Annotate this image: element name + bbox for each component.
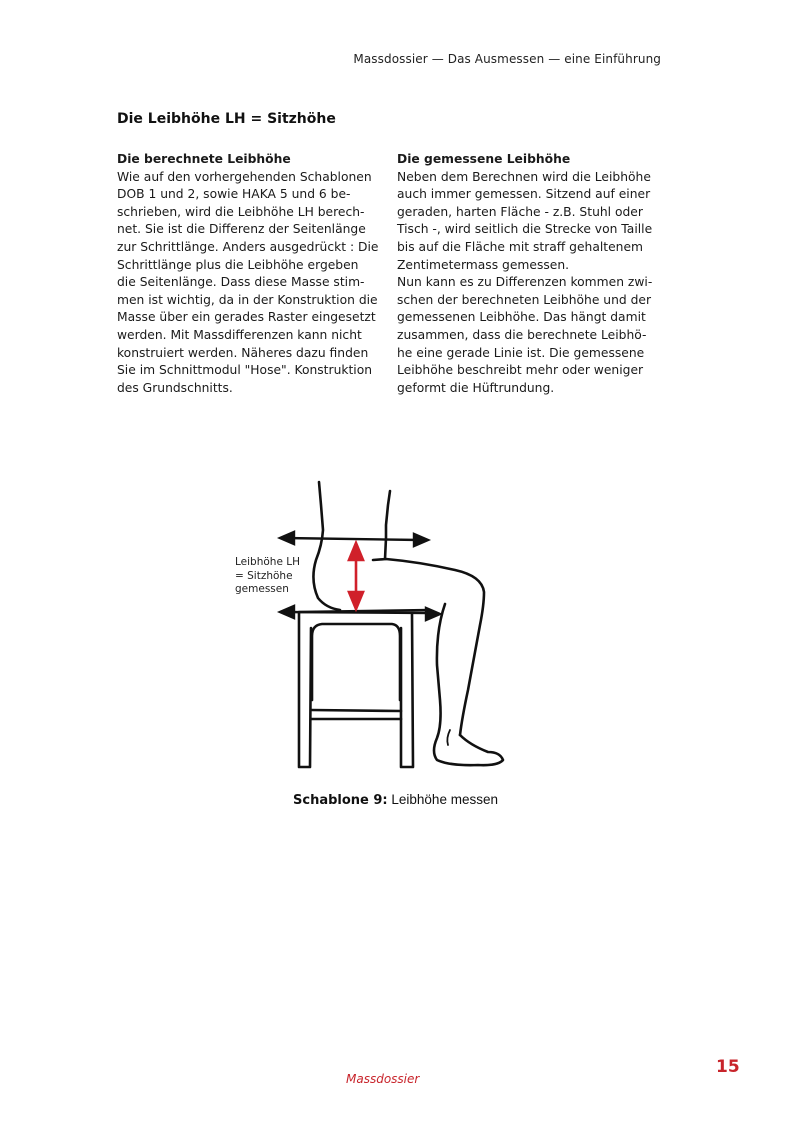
torso-back-line (313, 482, 340, 610)
column-heading: Die berechnete Leibhöhe (117, 152, 291, 166)
stool-crossbar-upper (311, 710, 401, 711)
text-line: net. Sie ist die Differenz der Seitenlänge (117, 222, 366, 237)
arrow-head-right-icon (426, 608, 440, 620)
arrow-head-left-icon (280, 606, 294, 618)
text-line: gemessenen Leibhöhe. Das hängt damit (397, 310, 646, 325)
text-line: werden. Mit Massdifferenzen kann nicht (117, 327, 362, 342)
section-title: Die Leibhöhe LH = Sitzhöhe (117, 111, 336, 127)
text-line: Zentimetermass gemessen. (397, 257, 570, 272)
figure-label-line: gemessen (235, 583, 289, 595)
running-head: Massdossier — Das Ausmessen — eine Einführung (353, 52, 661, 66)
page-number: 15 (716, 1057, 740, 1077)
text-line: Wie auf den vorhergehenden Schablonen (117, 169, 372, 184)
column-body (117, 169, 382, 398)
text-line: Schrittlänge plus die Leibhöhe ergeben (117, 257, 359, 272)
caption-label: Schablone 9: (293, 793, 388, 808)
caption-text: Leibhöhe messen (387, 792, 498, 807)
text-line: schrieben, wird die Leibhöhe LH berech- (117, 204, 365, 219)
waist-arrow-line (284, 538, 420, 540)
stool-right-leg (401, 614, 413, 767)
text-line: Sie im Schnittmodul "Hose". Konstruktion (117, 363, 373, 378)
ankle-line (447, 730, 450, 745)
text-line: Neben dem Berechnen wird die Leibhöhe (397, 169, 651, 184)
text-line: he eine gerade Linie ist. Die gemessene (397, 345, 645, 360)
text-line: schen der berechneten Leibhöhe und der (397, 292, 652, 307)
text-line: Nun kann es zu Differenzen kommen zwi- (397, 275, 653, 290)
footer-publication: Massdossier (346, 1072, 420, 1086)
red-arrow-head-up-icon (349, 543, 363, 560)
seated-measurement-illustration (225, 470, 525, 790)
text-line: geformt die Hüftrundung. (397, 380, 555, 395)
column-measured (397, 151, 662, 397)
text-line: bis auf die Fläche mit straff gehaltenem (397, 239, 644, 254)
figure-label-line: Leibhöhe LH (235, 556, 300, 568)
text-line: zur Schrittlänge. Anders ausgedrückt : Die (117, 239, 379, 254)
text-line: DOB 1 und 2, sowie HAKA 5 und 6 be- (117, 187, 351, 202)
thigh-line (373, 559, 484, 735)
column-body (397, 169, 662, 398)
torso-front-line (385, 491, 390, 559)
figure-caption (293, 792, 498, 808)
text-line: Tisch -, wird seitlich die Strecke von Taille (397, 222, 653, 237)
text-line: geraden, harten Fläche - z.B. Stuhl oder (397, 204, 643, 219)
red-arrow-head-down-icon (349, 592, 363, 609)
column-heading: Die gemessene Leibhöhe (397, 152, 571, 166)
text-line: men ist wichtig, da in der Konstruktion die (117, 292, 378, 307)
stool-left-leg (299, 612, 311, 767)
text-line: Leibhöhe beschreibt mehr oder weniger (397, 363, 644, 378)
text-line: die Seitenlänge. Dass diese Masse stim- (117, 275, 365, 290)
text-line: des Grundschnitts. (117, 380, 233, 395)
arrow-head-left-icon (280, 532, 294, 544)
figure-label (235, 556, 300, 597)
stool-inner-frame (312, 624, 400, 700)
text-line: konstruiert werden. Näheres dazu finden (117, 345, 369, 360)
figure-label-line: = Sitzhöhe (235, 569, 293, 582)
arrow-head-right-icon (414, 534, 428, 546)
column-calculated (117, 151, 382, 397)
text-line: zusammen, dass die berechnete Leibhö- (397, 327, 647, 342)
text-line: auch immer gemessen. Sitzend auf einer (397, 187, 651, 202)
text-line: Masse über ein gerades Raster eingesetzt (117, 310, 376, 325)
